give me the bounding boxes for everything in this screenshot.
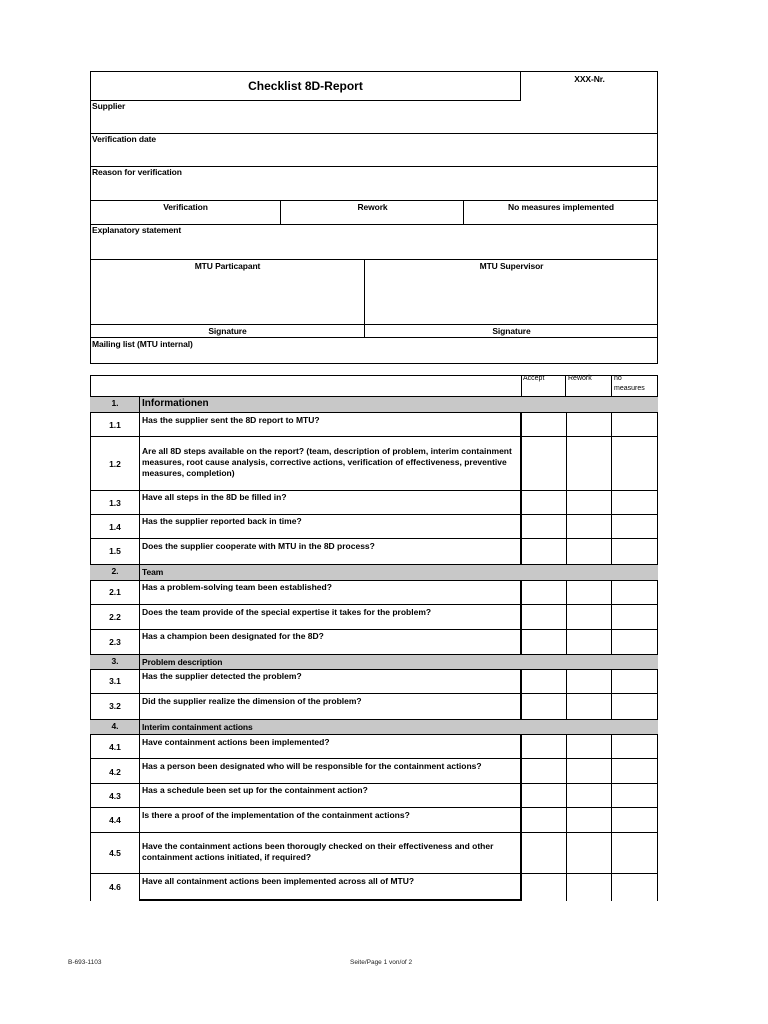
col-divider-number [139,735,140,901]
item-question: Is there a proof of the implementation of the containment actions? [142,810,410,820]
section-number-3: 3. [111,656,119,666]
col-divider-nomeasures [611,413,612,564]
option-verification-label: Verification [163,202,208,212]
col-measures-label: measures [614,385,645,392]
col-divider-nomeasures [611,735,612,901]
col-divider-nomeasures [611,581,612,654]
item-question: Have containment actions been implemented? [142,737,330,747]
option-no-measures-label: No measures implemented [508,202,614,212]
item-question: Have all containment actions been implemented across all of MTU? [142,876,415,886]
col-divider-number [139,670,140,719]
reason-label: Reason for verification [92,167,182,177]
item-number: 4.2 [109,767,121,777]
verification-date-label: Verification date [92,134,156,144]
item-number: 1.3 [109,498,121,508]
col-no-label: no [614,375,622,382]
verification-date-field[interactable] [90,134,658,167]
item-number: 4.4 [109,815,121,825]
item-question: Has a schedule been set up for the containment action? [142,785,368,795]
col-accept-label: Accept [523,375,545,382]
item-question: Has the supplier detected the problem? [142,671,302,681]
item-question: Have the containment actions been thorougly checked on their effectiveness and other containment actions initiated, if required? [142,841,494,862]
col-divider-accept [520,581,522,654]
col-divider-accept [520,735,522,901]
col-divider-rework [566,413,567,564]
mailing-list-label: Mailing list (MTU internal) [92,339,193,349]
section-divider-1 [139,396,140,413]
section-number-4: 4. [111,721,119,731]
item-number: 3.1 [109,676,121,686]
section-title-1: Informationen [142,398,209,409]
mtu-participant-label: MTU Particapant [194,261,261,271]
section-divider-3 [139,654,140,670]
col-divider-number [139,581,140,654]
item-number: 4.3 [109,791,121,801]
signature-left-label: Signature [208,326,247,336]
item-question: Has a person been designated who will be responsible for the containment actions? [142,761,482,771]
item-number: 1.5 [109,546,121,556]
col-divider-accept [520,413,522,564]
page-title: Checklist 8D-Report [248,79,363,93]
section-divider-2 [139,564,140,581]
option-rework-label: Rework [357,202,388,212]
col-divider-rework [566,735,567,901]
col-divider-rework [566,670,567,719]
item-question: Has the supplier sent the 8D report to MTU? [142,415,320,425]
section-title-4: Interim containment actions [142,722,253,732]
item-question: Has a champion been designated for the 8D? [142,631,324,641]
number-label: XXX-Nr. [574,74,605,84]
item-question: Has the supplier reported back in time? [142,516,302,526]
item-question: Have all steps in the 8D be filled in? [142,492,287,502]
item-question: Does the team provide of the special expertise it takes for the problem? [142,607,432,617]
table-bottom-line [139,899,522,901]
explanatory-label: Explanatory statement [92,225,182,235]
col-divider-accept [520,670,522,719]
explanatory-field[interactable] [90,225,658,260]
section-number-1: 1. [111,398,119,408]
mtu-supervisor-label: MTU Supervisor [479,261,544,271]
item-question: Are all 8D steps available on the report? (team, description of problem, interim containment measures, root cause analysis, corrective actions, verification of effectiveness, preventive measures, completion) [142,446,512,478]
section-number-2: 2. [111,566,119,576]
col-divider-nomeasures [611,670,612,719]
item-number: 1.2 [109,459,121,469]
item-number: 2.1 [109,587,121,597]
col-rework-label: Rework [568,375,592,382]
col-divider-number [139,413,140,564]
item-number: 2.3 [109,637,121,647]
supplier-field[interactable] [90,101,658,134]
item-question: Did the supplier realize the dimension of the problem? [142,696,362,706]
document-code: B-693-1103 [68,959,102,966]
section-title-3: Problem description [142,657,223,667]
col-divider-rework [566,581,567,654]
item-question: Does the supplier cooperate with MTU in the 8D process? [142,541,375,551]
section-header-2 [90,564,658,581]
section-title-2: Team [142,567,164,577]
item-number: 4.6 [109,882,121,892]
signature-right-label: Signature [492,326,531,336]
item-number: 4.1 [109,742,121,752]
item-number: 4.5 [109,848,121,858]
page-number: Seite/Page 1 von/of 2 [350,959,413,966]
number-field[interactable] [521,86,658,100]
supplier-label: Supplier [92,101,126,111]
item-number: 1.1 [109,420,121,430]
item-question: Has a problem-solving team been established? [142,582,332,592]
item-number: 2.2 [109,612,121,622]
item-number: 1.4 [109,522,121,532]
mailing-list-field[interactable] [90,338,658,364]
section-divider-4 [139,719,140,735]
item-number: 3.2 [109,701,121,711]
reason-field[interactable] [90,167,658,201]
